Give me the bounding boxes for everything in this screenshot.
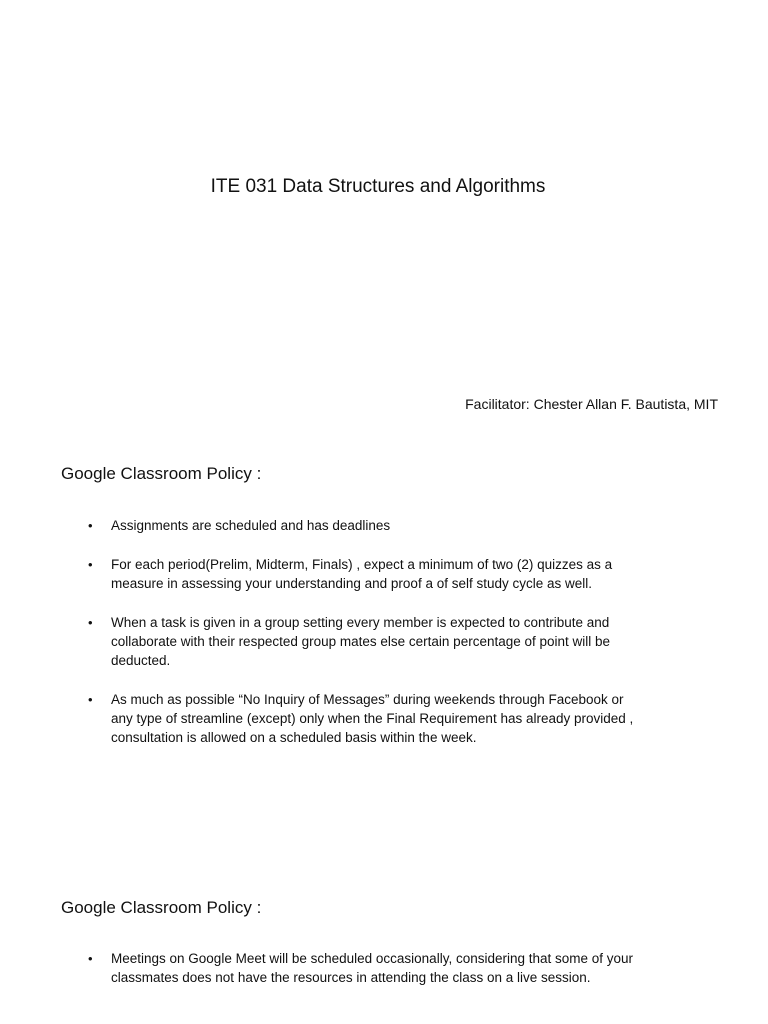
policy-item-text: For each period(Prelim, Midterm, Finals) , expect a minimum of two (2) quizzes as a measure in assessing your understanding and proof a of self study cycle as well. <box>111 557 613 591</box>
policy-item-text: Assignments are scheduled and has deadlines <box>111 518 391 533</box>
policy-item <box>88 516 638 535</box>
policy-item-text: Meetings on Google Meet will be scheduled occasionally, considering that some of your classmates does not have the resources in attending the class on a live session. <box>111 951 634 985</box>
policy-list <box>88 516 638 767</box>
section-heading: Google Classroom Policy : <box>61 464 262 483</box>
policy-item-text: As much as possible “No Inquiry of Messages” during weekends through Facebook or any type of streamline (except) only when the Final Requirement has already provided , consultation is allowed on a scheduled basis within the week. <box>111 692 634 745</box>
policy-item-text: When a task is given in a group setting every member is expected to contribute and collaborate with their respected group mates else certain percentage of point will be deducted. <box>111 615 611 668</box>
bullet-icon: • <box>88 692 93 707</box>
bullet-icon: • <box>88 951 93 966</box>
policy-item <box>88 690 638 747</box>
policy-item <box>88 555 638 593</box>
bullet-icon: • <box>88 518 93 533</box>
facilitator-line: Facilitator: Chester Allan F. Bautista, MIT <box>465 396 718 412</box>
bullet-icon: • <box>88 557 93 572</box>
policy-item <box>88 949 638 987</box>
policy-item <box>88 613 638 670</box>
bullet-icon: • <box>88 615 93 630</box>
document-title: ITE 031 Data Structures and Algorithms <box>210 176 546 197</box>
section-heading: Google Classroom Policy : <box>61 898 262 917</box>
meeting-list <box>88 949 638 1007</box>
